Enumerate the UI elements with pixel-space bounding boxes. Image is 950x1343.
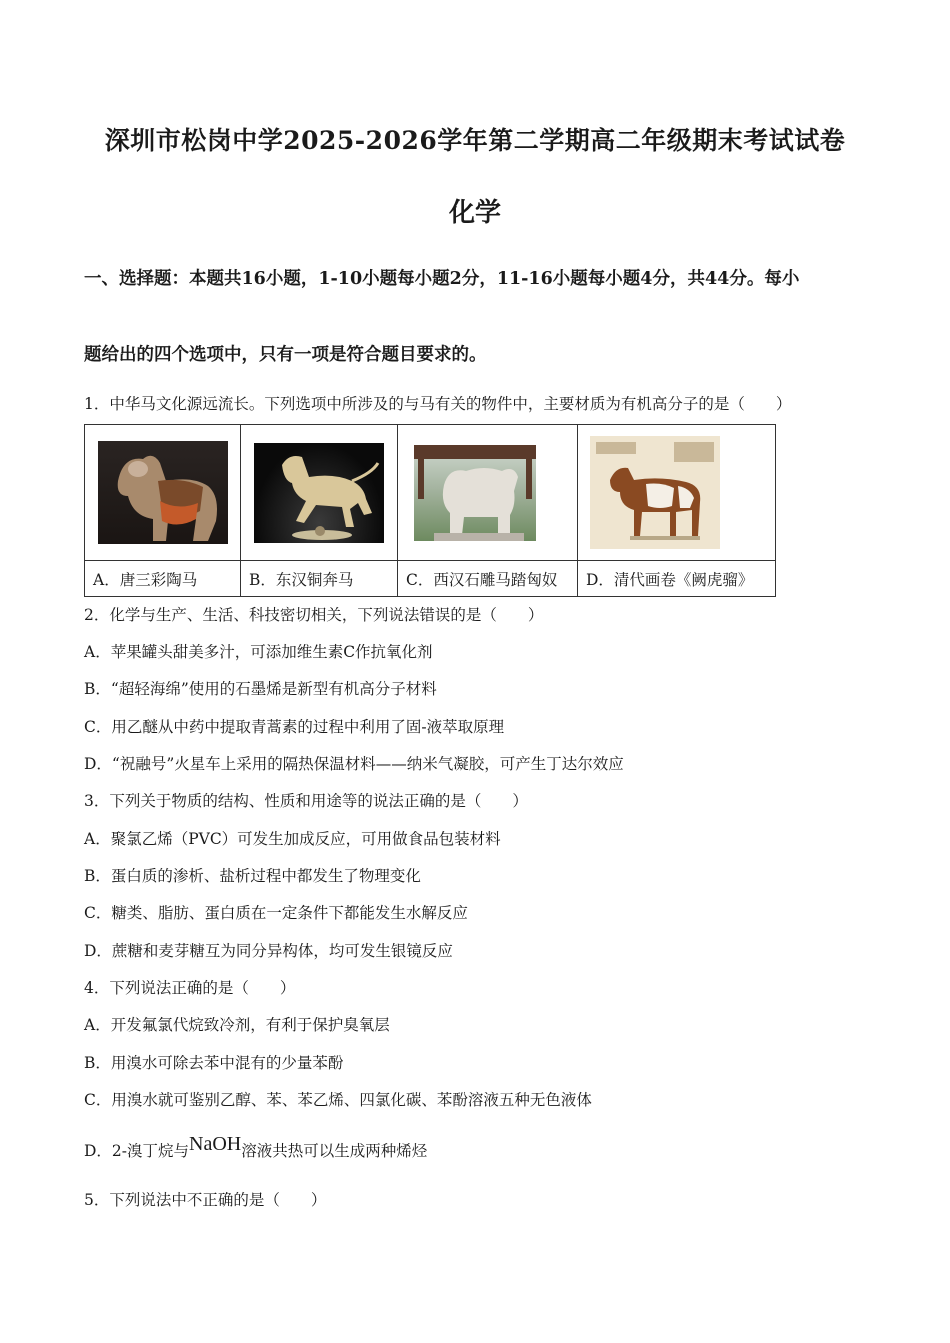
question-1-image-table [84, 424, 776, 597]
question-1-stem: 1．中华马文化源远流长。下列选项中所涉及的与马有关的物件中，主要材质为有机高分子的是（ ） [84, 395, 792, 413]
option-b-caption: B．东汉铜奔马 [241, 561, 398, 597]
option-d-image-cell [578, 425, 776, 561]
stone-horse-statue-image [414, 445, 536, 541]
section-heading-line1: 一、选择题：本题共16小题，1-10小题每小题2分，11-16小题每小题4分，共44分。每小 [84, 269, 800, 289]
question-3-option-d: D．蔗糖和麦芽糖互为同分异构体，均可发生银镜反应 [84, 942, 453, 960]
question-3-option-a: A．聚氯乙烯（PVC）可发生加成反应，可用做食品包装材料 [84, 830, 501, 848]
option-a-image-cell [85, 425, 241, 561]
option-b-image-cell [241, 425, 398, 561]
bronze-running-horse-image [254, 443, 384, 543]
option-c-image-cell [398, 425, 578, 561]
option-c-caption: C．西汉石雕马踏匈奴 [398, 561, 578, 597]
question-3-option-c: C．糖类、脂肪、蛋白质在一定条件下都能发生水解反应 [84, 904, 468, 922]
qing-horse-painting-image [590, 436, 720, 549]
question-4-stem: 4．下列说法正确的是（ ） [84, 979, 296, 997]
question-4-option-d [84, 1133, 428, 1162]
tang-sancai-horse-image [98, 441, 228, 544]
subject-title: 化学 [448, 198, 501, 228]
question-3-option-b: B．蛋白质的渗析、盐析过程中都发生了物理变化 [84, 867, 421, 885]
question-4-option-d-before: D．2-溴丁烷与 [84, 1142, 190, 1160]
question-5-stem: 5．下列说法中不正确的是（ ） [84, 1191, 327, 1209]
option-d-caption: D．清代画卷《阙虎骝》 [578, 561, 776, 597]
question-4-option-b: B．用溴水可除去苯中混有的少量苯酚 [84, 1054, 344, 1072]
question-2-option-d: D．“祝融号”火星车上采用的隔热保温材料——纳米气凝胶，可产生丁达尔效应 [84, 755, 624, 773]
option-a-caption: A．唐三彩陶马 [85, 561, 241, 597]
question-4-option-d-after: 溶液共热可以生成两种烯烃 [241, 1142, 428, 1160]
question-4-option-a: A．开发氟氯代烷致冷剂，有利于保护臭氧层 [84, 1016, 390, 1034]
question-4-option-c: C．用溴水就可鉴别乙醇、苯、苯乙烯、四氯化碳、苯酚溶液五种无色液体 [84, 1091, 592, 1109]
question-2-stem: 2．化学与生产、生活、科技密切相关，下列说法错误的是（ ） [84, 606, 544, 624]
section-heading-line2: 题给出的四个选项中，只有一项是符合题目要求的。 [84, 345, 487, 365]
naoh-formula: NaOH [189, 1133, 242, 1155]
question-2-option-c: C．用乙醚从中药中提取青蒿素的过程中利用了固-液萃取原理 [84, 718, 505, 736]
question-2-option-a: A．苹果罐头甜美多汁，可添加维生素C作抗氧化剂 [84, 643, 433, 661]
question-3-stem: 3．下列关于物质的结构、性质和用途等的说法正确的是（ ） [84, 792, 528, 810]
question-2-option-b: B．“超轻海绵”使用的石墨烯是新型有机高分子材料 [84, 680, 437, 698]
exam-title: 深圳市松岗中学2025-2026学年第二学期高二年级期末考试试卷 [104, 126, 846, 155]
